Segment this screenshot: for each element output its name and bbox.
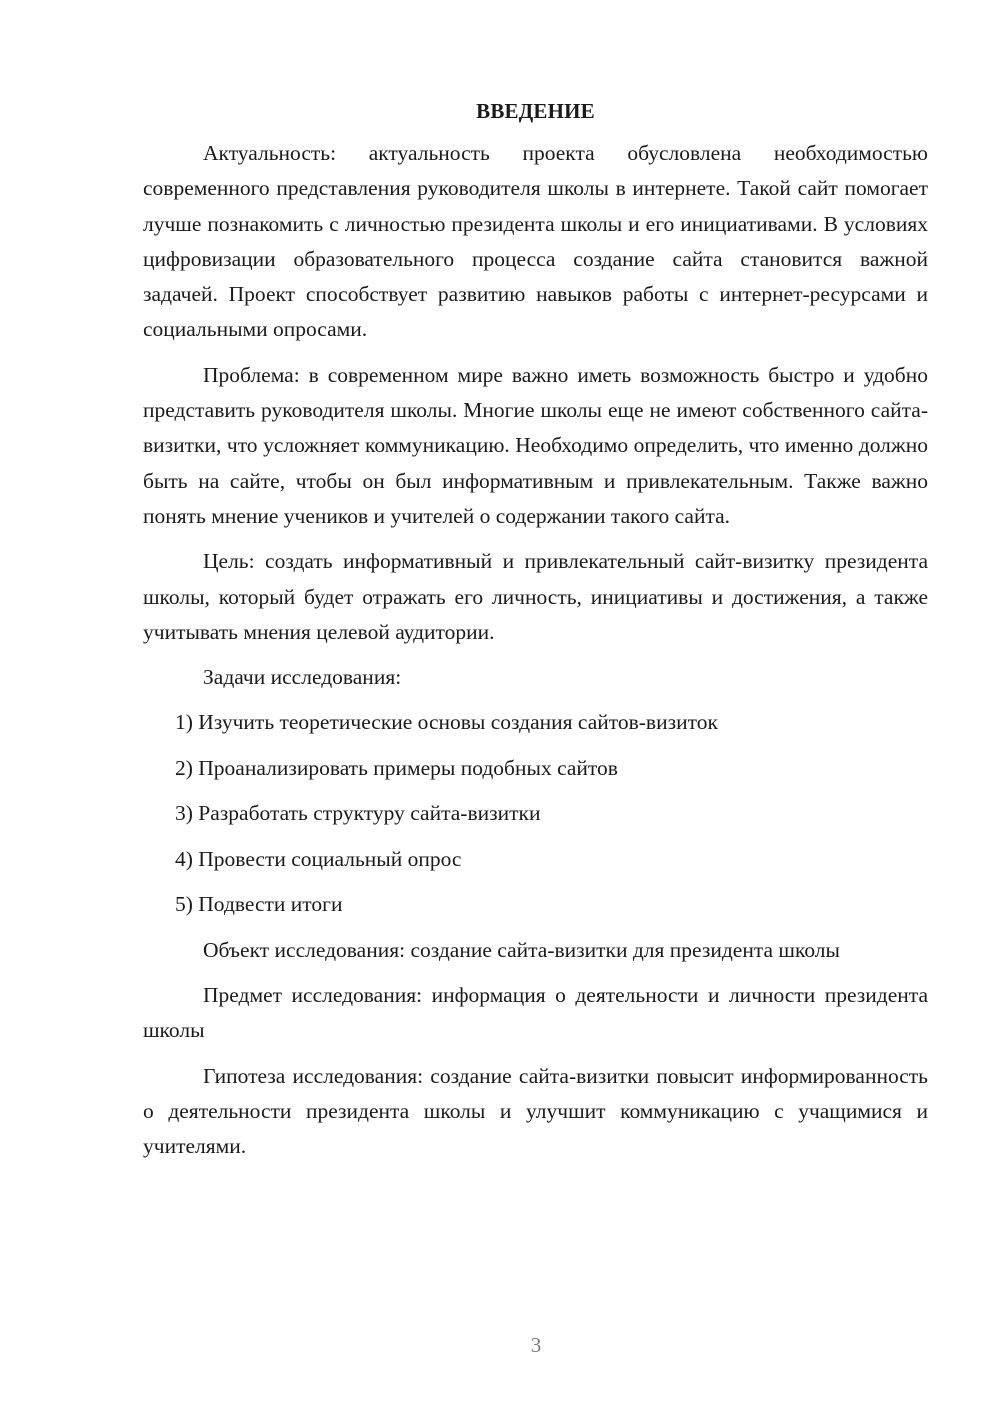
- tasks-heading: Задачи исследования:: [203, 665, 402, 690]
- section-heading: ВВЕДЕНИЕ: [476, 99, 595, 123]
- task-item: 5) Подвести итоги: [175, 892, 343, 917]
- goal-paragraph: Цель: создать информативный и привлекательный сайт-визитку президента школы, который будет отражать его личность, инициативы и достижения, а также учитывать мнения целевой аудитории.: [143, 549, 928, 644]
- object-paragraph: Объект исследования: создание сайта-визитки для президента школы: [203, 937, 840, 962]
- subject-paragraph: Предмет исследования: информация о деятельности и личности президента школы: [143, 982, 928, 1043]
- problem-paragraph: Проблема: в современном мире важно иметь возможность быстро и удобно представить руководителя школы. Многие школы еще не имеют собственного сайта-визитки, что усложняет коммуникацию. Необходимо определить, что именно должно быть на сайте, чтобы он был информативным и привлекательным. Также важно понять мнение учеников и учителей о содержании такого сайта.: [143, 362, 928, 528]
- task-item: 4) Провести социальный опрос: [175, 846, 462, 871]
- tasks-list: [143, 705, 928, 922]
- relevance-paragraph: Актуальность: актуальность проекта обусловлена необходимостью современного представления руководителя школы в интернете. Такой сайт помогает лучше познакомить с личностью президента школы и его инициативами. В условиях цифровизации образовательного процесса создание сайта становится важной задачей. Проект способствует развитию навыков работы с интернет-ресурсами и социальными опросами.: [143, 141, 928, 342]
- page-number: 3: [530, 1333, 542, 1357]
- document-page: [143, 96, 928, 1174]
- task-item: 3) Разработать структуру сайта-визитки: [175, 801, 541, 826]
- hypothesis-paragraph: Гипотеза исследования: создание сайта-визитки повысит информированность о деятельности президента школы и улучшит коммуникацию с учащимися и учителями.: [143, 1063, 928, 1159]
- task-item: 1) Изучить теоретические основы создания сайтов-визиток: [175, 710, 718, 735]
- task-item: 2) Проанализировать примеры подобных сайтов: [175, 755, 618, 780]
